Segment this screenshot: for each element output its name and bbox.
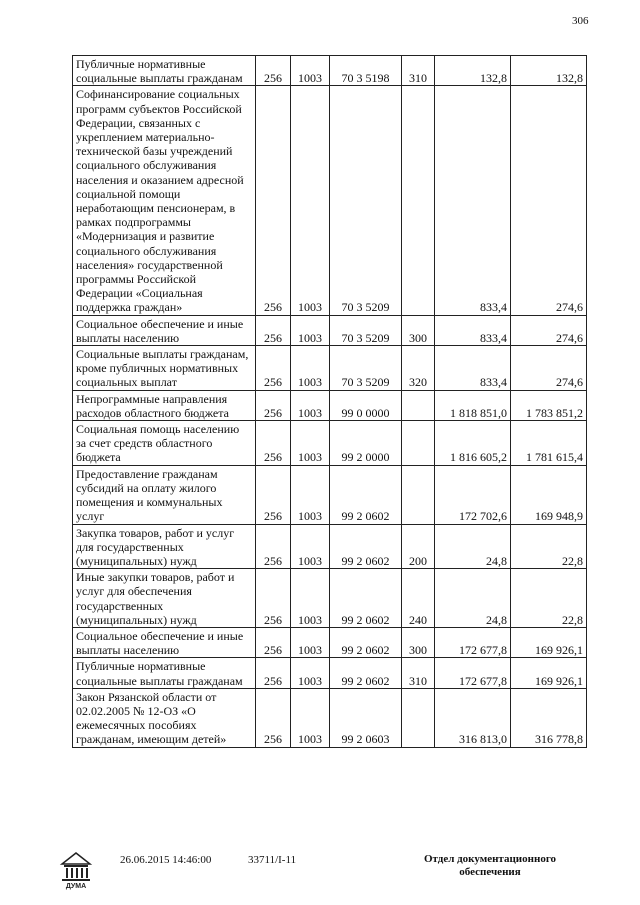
table-cell-target-code: 99 2 0602	[330, 627, 402, 657]
table-cell-target-code: 70 3 5209	[330, 86, 402, 315]
table-cell-amount-1: 24,8	[435, 524, 511, 569]
table-cell-name: Закон Рязанской области от 02.02.2005 № 12-ОЗ «О ежемесячных пособиях гражданам, имеющим детей»	[73, 688, 256, 747]
table-cell-section: 1003	[291, 569, 330, 628]
table-row	[73, 86, 587, 315]
table-row	[73, 688, 587, 747]
table-cell-grbs: 256	[256, 627, 291, 657]
table-cell-amount-1: 172 677,8	[435, 658, 511, 688]
table-cell-expense-type	[402, 465, 435, 524]
table-cell-amount-2: 22,8	[511, 569, 587, 628]
table-cell-section: 1003	[291, 627, 330, 657]
table-cell-name: Социальная помощь населению за счет средств областного бюджета	[73, 421, 256, 466]
table-cell-target-code: 99 2 0602	[330, 658, 402, 688]
table-cell-name: Публичные нормативные социальные выплаты гражданам	[73, 658, 256, 688]
table-cell-amount-2: 274,6	[511, 346, 587, 391]
table-row	[73, 465, 587, 524]
table-row	[73, 627, 587, 657]
table-cell-expense-type: 320	[402, 346, 435, 391]
duma-building-logo-icon	[56, 850, 96, 890]
print-date: 26.06.2015 14:46:00	[120, 854, 212, 866]
table-cell-name: Публичные нормативные социальные выплаты гражданам	[73, 56, 256, 86]
table-cell-target-code: 70 3 5209	[330, 346, 402, 391]
table-cell-name: Иные закупки товаров, работ и услуг для обеспечения государственных (муниципальных) нужд	[73, 569, 256, 628]
table-row	[73, 421, 587, 466]
table-cell-expense-type	[402, 390, 435, 420]
table-cell-section: 1003	[291, 421, 330, 466]
table-cell-amount-2: 274,6	[511, 315, 587, 345]
table-cell-amount-1: 833,4	[435, 346, 511, 391]
table-cell-expense-type: 200	[402, 524, 435, 569]
table-cell-section: 1003	[291, 86, 330, 315]
table-cell-section: 1003	[291, 346, 330, 391]
table-cell-target-code: 99 2 0602	[330, 569, 402, 628]
table-cell-amount-1: 833,4	[435, 315, 511, 345]
table-cell-expense-type	[402, 86, 435, 315]
table-cell-target-code: 99 0 0000	[330, 390, 402, 420]
table-cell-amount-1: 172 702,6	[435, 465, 511, 524]
department-stamp: Отдел документационного обеспечения	[423, 853, 557, 878]
table-cell-section: 1003	[291, 688, 330, 747]
table-cell-section: 1003	[291, 56, 330, 86]
table-cell-grbs: 256	[256, 315, 291, 345]
table-cell-amount-1: 316 813,0	[435, 688, 511, 747]
table-row	[73, 569, 587, 628]
table-row	[73, 390, 587, 420]
table-row	[73, 658, 587, 688]
table-cell-amount-2: 274,6	[511, 86, 587, 315]
table-cell-expense-type: 310	[402, 56, 435, 86]
table-cell-section: 1003	[291, 465, 330, 524]
table-cell-grbs: 256	[256, 346, 291, 391]
table-cell-amount-2: 1 783 851,2	[511, 390, 587, 420]
table-cell-section: 1003	[291, 390, 330, 420]
table-cell-target-code: 99 2 0602	[330, 524, 402, 569]
table-cell-name: Социальные выплаты гражданам, кроме публичных нормативных социальных выплат	[73, 346, 256, 391]
table-cell-amount-2: 22,8	[511, 524, 587, 569]
table-cell-amount-2: 1 781 615,4	[511, 421, 587, 466]
table-cell-grbs: 256	[256, 688, 291, 747]
table-cell-amount-2: 169 948,9	[511, 465, 587, 524]
table-cell-amount-2: 169 926,1	[511, 627, 587, 657]
table-cell-grbs: 256	[256, 465, 291, 524]
table-cell-amount-1: 1 816 605,2	[435, 421, 511, 466]
table-cell-name: Закупка товаров, работ и услуг для государственных (муниципальных) нужд	[73, 524, 256, 569]
document-id: 33711/I-11	[248, 854, 297, 866]
table-cell-amount-2: 132,8	[511, 56, 587, 86]
table-row	[73, 346, 587, 391]
table-cell-amount-2: 169 926,1	[511, 658, 587, 688]
table-cell-amount-1: 172 677,8	[435, 627, 511, 657]
table-row	[73, 524, 587, 569]
table-cell-amount-1: 1 818 851,0	[435, 390, 511, 420]
table-cell-name: Непрограммные направления расходов областного бюджета	[73, 390, 256, 420]
table-cell-amount-2: 316 778,8	[511, 688, 587, 747]
logo-text: ДУМА	[65, 883, 87, 890]
table-cell-grbs: 256	[256, 658, 291, 688]
table-row	[73, 315, 587, 345]
table-cell-grbs: 256	[256, 86, 291, 315]
table-cell-section: 1003	[291, 315, 330, 345]
table-cell-expense-type: 300	[402, 627, 435, 657]
table-cell-expense-type: 240	[402, 569, 435, 628]
budget-table	[72, 55, 587, 748]
table-cell-name: Социальное обеспечение и иные выплаты населению	[73, 627, 256, 657]
table-cell-expense-type	[402, 421, 435, 466]
table-cell-grbs: 256	[256, 421, 291, 466]
table-cell-section: 1003	[291, 524, 330, 569]
table-cell-grbs: 256	[256, 569, 291, 628]
table-cell-expense-type: 300	[402, 315, 435, 345]
table-row	[73, 56, 587, 86]
page-number: 306	[572, 15, 589, 27]
table-cell-target-code: 70 3 5198	[330, 56, 402, 86]
table-cell-grbs: 256	[256, 390, 291, 420]
table-cell-amount-1: 132,8	[435, 56, 511, 86]
table-cell-amount-1: 833,4	[435, 86, 511, 315]
table-cell-expense-type	[402, 688, 435, 747]
table-cell-name: Софинансирование социальных программ субъектов Российской Федерации, связанных с укреплением материально-технической базы учреждений социального обслуживания населения и оказанием адресной социальной помощи неработающим пенсионерам, в рамках подпрограммы «Модернизация и развитие социального обслуживания населения» государственной программы Российской Федерации «Социальная поддержка граждан»	[73, 86, 256, 315]
table-cell-target-code: 99 2 0602	[330, 465, 402, 524]
table-cell-amount-1: 24,8	[435, 569, 511, 628]
table-cell-target-code: 99 2 0000	[330, 421, 402, 466]
table-cell-section: 1003	[291, 658, 330, 688]
table-cell-target-code: 70 3 5209	[330, 315, 402, 345]
table-cell-target-code: 99 2 0603	[330, 688, 402, 747]
table-cell-expense-type: 310	[402, 658, 435, 688]
table-cell-grbs: 256	[256, 56, 291, 86]
footer	[0, 848, 640, 898]
table-cell-name: Предоставление гражданам субсидий на оплату жилого помещения и коммунальных услуг	[73, 465, 256, 524]
table-cell-name: Социальное обеспечение и иные выплаты населению	[73, 315, 256, 345]
table-cell-grbs: 256	[256, 524, 291, 569]
